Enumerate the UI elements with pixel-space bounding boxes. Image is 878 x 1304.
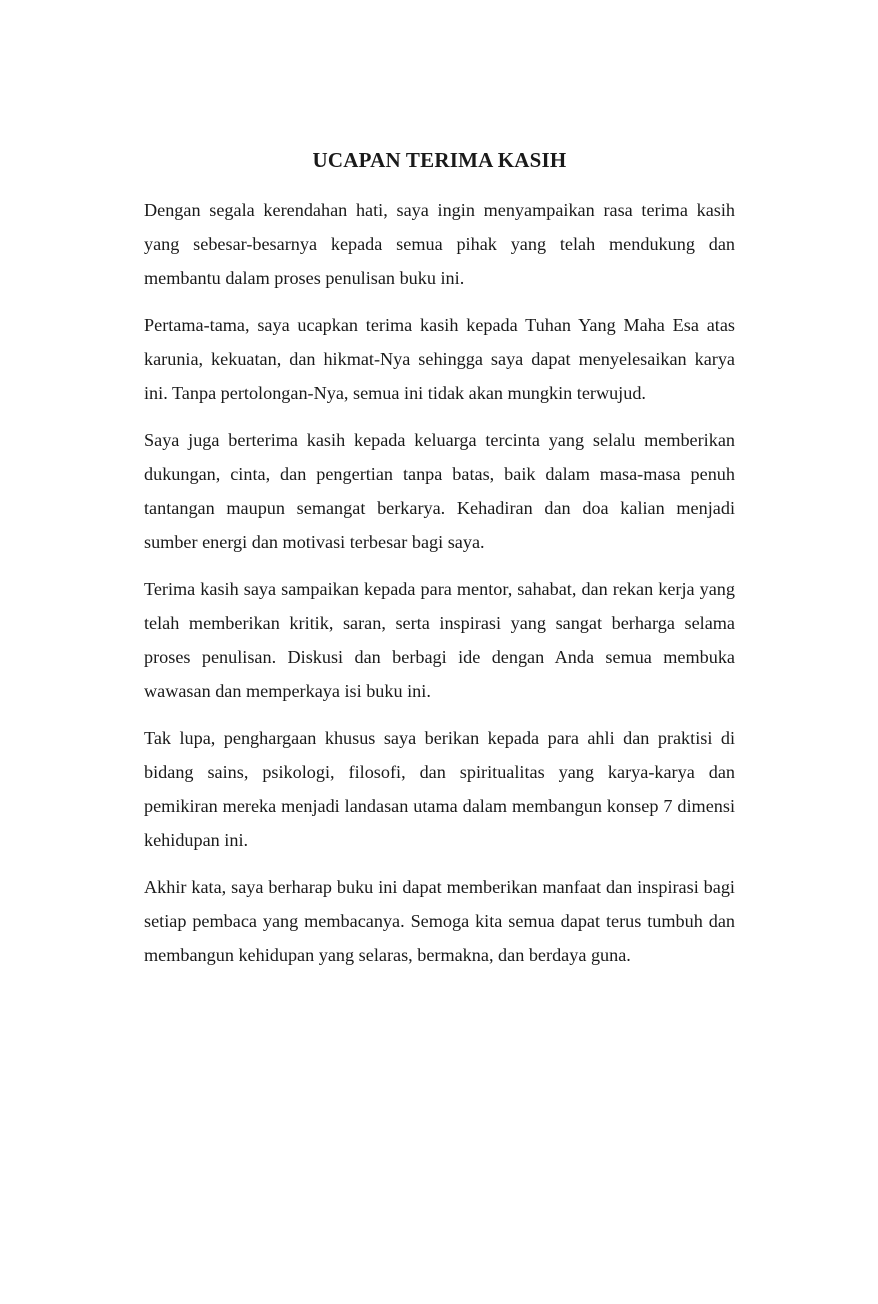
paragraph-4: Terima kasih saya sampaikan kepada para mentor, sahabat, dan rekan kerja yang telah memberikan kritik, saran, serta inspirasi yang sangat berharga selama proses penulisan. Diskusi dan berbagi ide dengan Anda semua membuka wawasan dan memperkaya isi buku ini. bbox=[144, 579, 735, 701]
page-title: UCAPAN TERIMA KASIH bbox=[312, 148, 567, 172]
paragraph-2: Pertama-tama, saya ucapkan terima kasih kepada Tuhan Yang Maha Esa atas karunia, kekuatan, dan hikmat-Nya sehingga saya dapat menyelesaikan karya ini. Tanpa pertolongan-Nya, semua ini tidak akan mungkin terwujud. bbox=[144, 315, 735, 403]
page-content bbox=[144, 145, 735, 985]
paragraph-1: Dengan segala kerendahan hati, saya ingin menyampaikan rasa terima kasih yang sebesar-besarnya kepada semua pihak yang telah mendukung dan membantu dalam proses penulisan buku ini. bbox=[144, 200, 735, 288]
paragraph-5: Tak lupa, penghargaan khusus saya berikan kepada para ahli dan praktisi di bidang sains, psikologi, filosofi, dan spiritualitas yang karya-karya dan pemikiran mereka menjadi landasan utama dalam membangun konsep 7 dimensi kehidupan ini. bbox=[144, 728, 735, 850]
paragraph-3: Saya juga berterima kasih kepada keluarga tercinta yang selalu memberikan dukungan, cinta, dan pengertian tanpa batas, baik dalam masa-masa penuh tantangan maupun semangat berkarya. Kehadiran dan doa kalian menjadi sumber energi dan motivasi terbesar bagi saya. bbox=[144, 430, 735, 552]
paragraph-6: Akhir kata, saya berharap buku ini dapat memberikan manfaat dan inspirasi bagi setiap pembaca yang membacanya. Semoga kita semua dapat terus tumbuh dan membangun kehidupan yang selaras, bermakna, dan berdaya guna. bbox=[144, 877, 735, 965]
